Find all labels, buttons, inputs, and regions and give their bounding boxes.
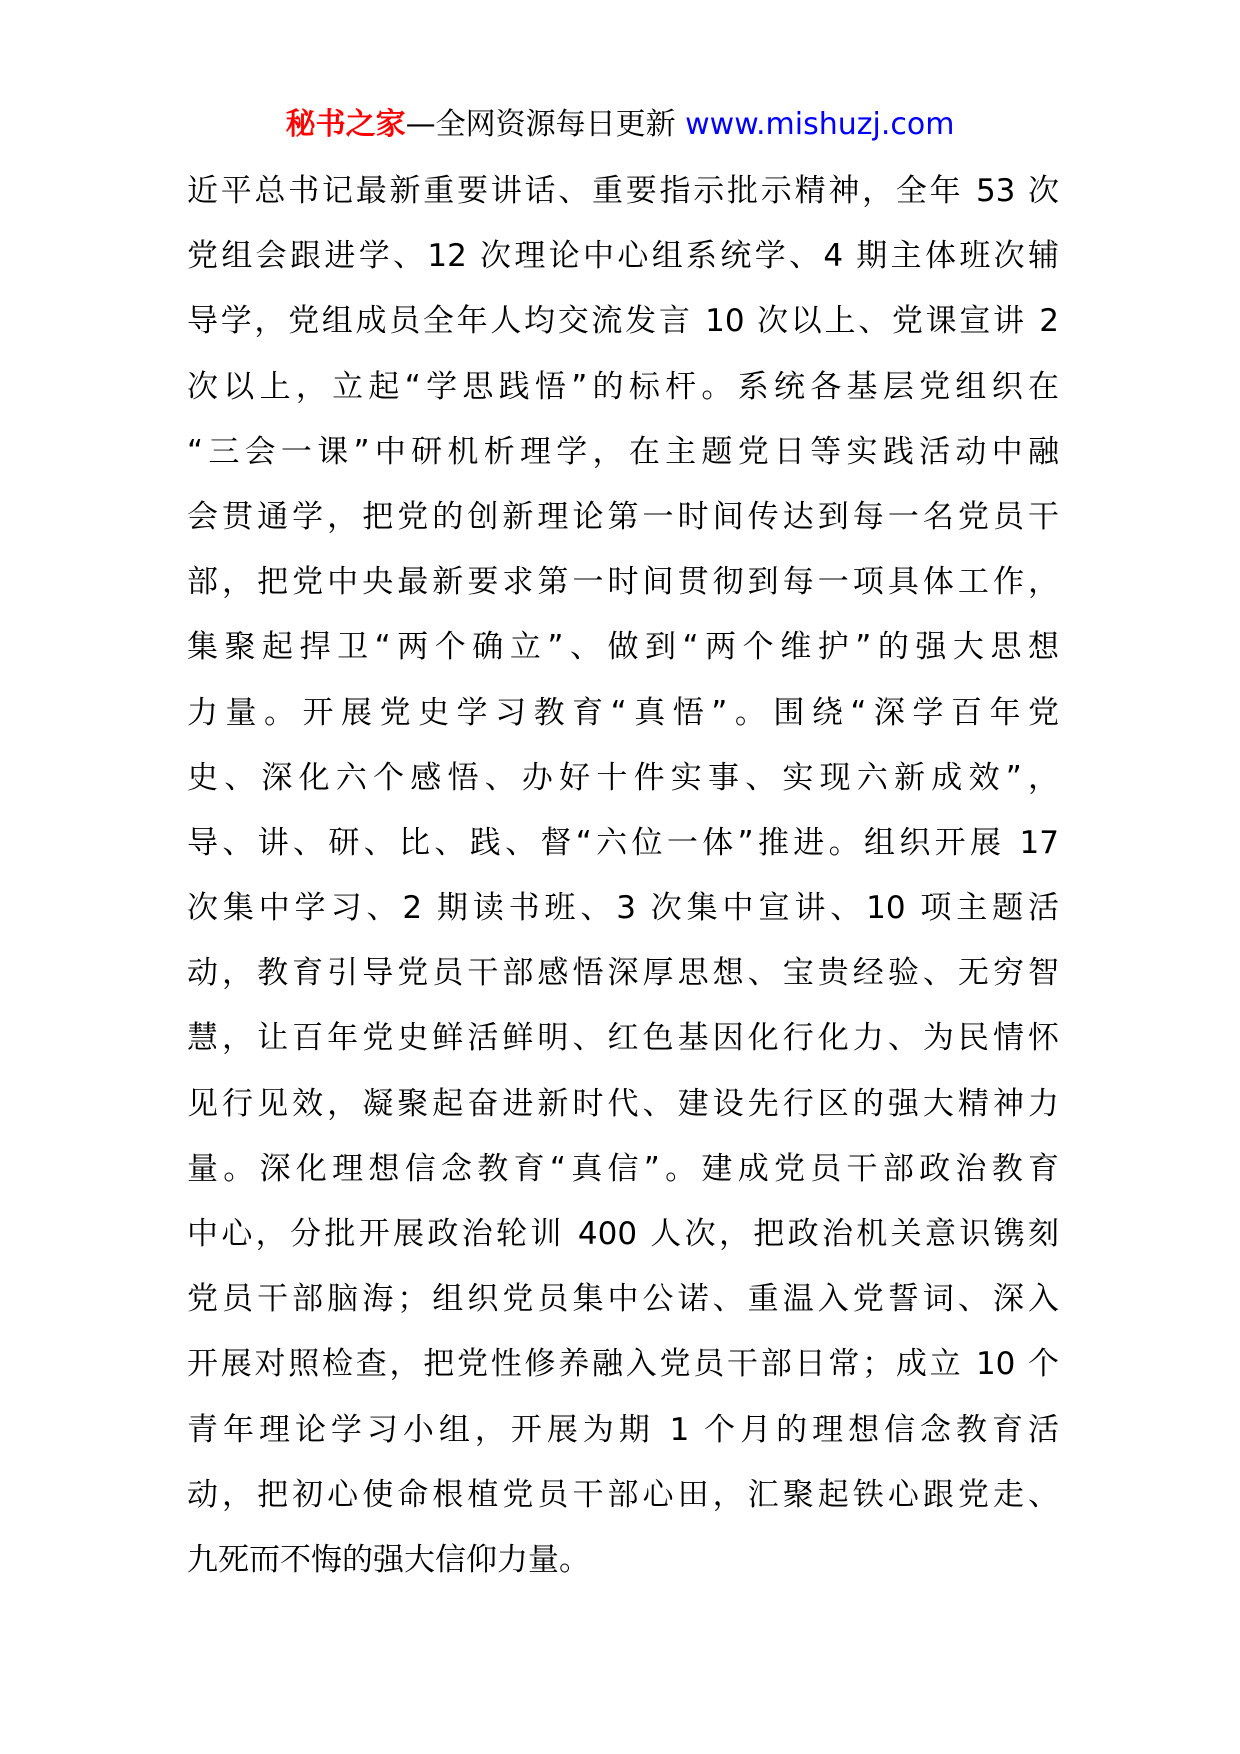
text-line: 次集中学习、2 期读书班、3 次集中宣讲、10 项主题活 bbox=[187, 890, 1059, 927]
text-line: 动，教育引导党员干部感悟深厚思想、宝贵经验、无穷智 bbox=[187, 955, 1059, 992]
document-body bbox=[187, 159, 1059, 1593]
text-line: 青年理论学习小组，开展为期 1 个月的理想信念教育活 bbox=[187, 1411, 1059, 1448]
text-line: 慧，让百年党史鲜活鲜明、红色基因化行化力、为民情怀 bbox=[187, 1020, 1059, 1057]
text-line: 导、讲、研、比、践、督“六位一体”推进。组织开展 17 bbox=[187, 824, 1059, 861]
text-line: 次以上，立起“学思践悟”的标杆。系统各基层党组织在 bbox=[187, 368, 1059, 405]
text-line: 开展对照检查，把党性修养融入党员干部日常；成立 10 个 bbox=[187, 1346, 1059, 1383]
brand-name: 秘书之家 bbox=[285, 107, 406, 142]
text-line: 见行见效，凝聚起奋进新时代、建设先行区的强大精神力 bbox=[187, 1085, 1059, 1122]
text-line: 史、深化六个感悟、办好十件实事、实现六新成效”， bbox=[187, 759, 1059, 796]
text-line: 中心，分批开展政治轮训 400 人次，把政治机关意识镌刻 bbox=[187, 1216, 1059, 1252]
text-line-last: 九死而不悔的强大信仰力量。 bbox=[187, 1541, 590, 1578]
text-line: 动，把初心使命根植党员干部心田，汇聚起铁心跟党走、 bbox=[187, 1476, 1059, 1513]
text-line: 近平总书记最新重要讲话、重要指示批示精神，全年 53 次 bbox=[187, 173, 1059, 209]
text-line: “三会一课”中研机析理学，在主题党日等实践活动中融 bbox=[187, 433, 1059, 470]
text-line: 导学，党组成员全年人均交流发言 10 次以上、党课宣讲 2 bbox=[187, 303, 1059, 340]
text-line: 部，把党中央最新要求第一时间贯彻到每一项具体工作， bbox=[187, 564, 1059, 601]
text-line: 党组会跟进学、12 次理论中心组系统学、4 期主体班次辅 bbox=[187, 238, 1059, 275]
page-header bbox=[0, 98, 1240, 152]
text-line: 量。深化理想信念教育“真信”。建成党员干部政治教育 bbox=[187, 1150, 1059, 1187]
text-line: 集聚起捍卫“两个确立”、做到“两个维护”的强大思想 bbox=[187, 629, 1059, 666]
header-tagline: —全网资源每日更新 bbox=[405, 107, 686, 142]
site-url-link[interactable]: www.mishuzj.com bbox=[685, 107, 955, 142]
text-line: 力量。开展党史学习教育“真悟”。围绕“深学百年党 bbox=[187, 694, 1059, 731]
text-line: 会贯通学，把党的创新理论第一时间传达到每一名党员干 bbox=[187, 498, 1059, 535]
text-line: 党员干部脑海；组织党员集中公诺、重温入党誓词、深入 bbox=[187, 1281, 1059, 1318]
